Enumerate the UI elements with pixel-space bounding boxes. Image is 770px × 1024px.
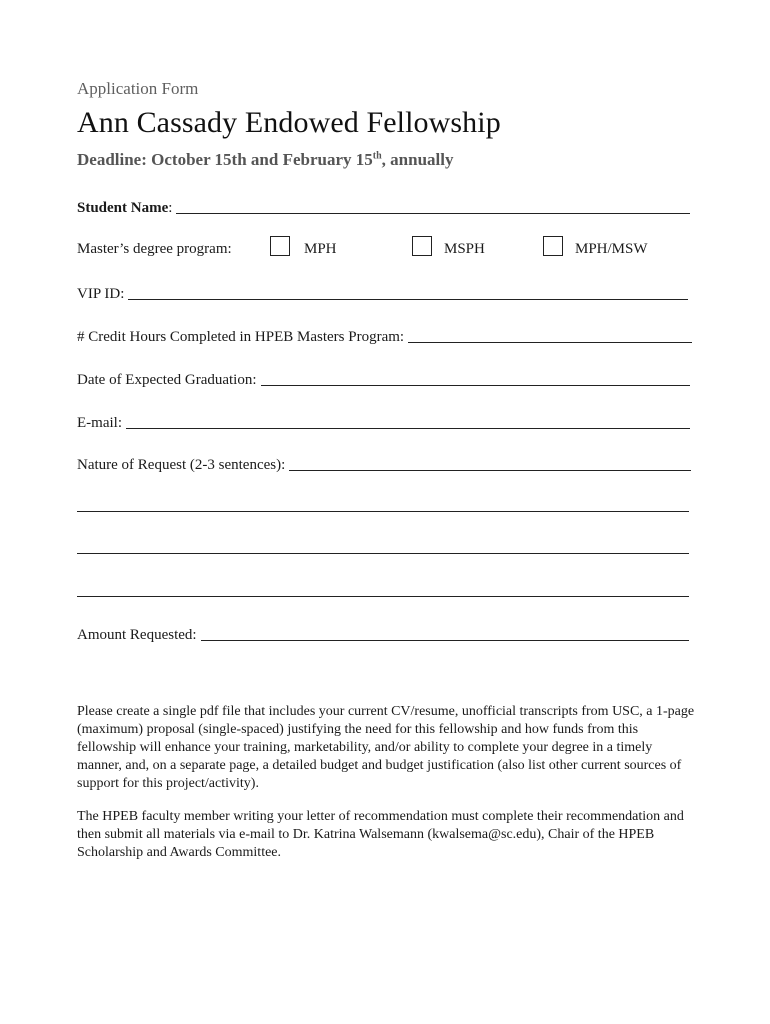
email-row xyxy=(77,410,690,432)
vip-id-label: VIP ID: xyxy=(77,286,125,302)
student-name-label xyxy=(77,200,172,217)
mph-option-label: MPH xyxy=(304,241,337,257)
amount-row xyxy=(77,622,689,644)
nature-label: Nature of Request (2-3 sentences): xyxy=(77,457,286,473)
graduation-field[interactable] xyxy=(261,384,690,386)
student-name-field[interactable] xyxy=(176,212,690,214)
form-eyebrow: Application Form xyxy=(77,79,199,98)
email-field[interactable] xyxy=(126,427,690,429)
credit-hours-field[interactable] xyxy=(408,341,692,343)
nature-line-3[interactable] xyxy=(77,553,689,554)
deadline-superscript: th xyxy=(372,150,382,162)
nature-row xyxy=(77,452,691,474)
msph-checkbox[interactable] xyxy=(412,236,432,256)
nature-field[interactable] xyxy=(289,469,691,471)
mph-msw-option-label: MPH/MSW xyxy=(575,241,648,257)
credit-hours-row xyxy=(77,324,692,346)
vip-id-field[interactable] xyxy=(128,298,688,300)
graduation-row xyxy=(77,367,690,389)
mph-msw-checkbox[interactable] xyxy=(543,236,563,256)
nature-line-4[interactable] xyxy=(77,596,689,597)
mph-checkbox[interactable] xyxy=(270,236,290,256)
instructions-paragraph-1: Please create a single pdf file that includes your current CV/resume, unofficial transcripts from USC, a 1-page (maximum) proposal (single-spaced) justifying the need for this fellowship and how funds from this fellowship will enhance your training, marketability, and/or ability to complete your degree in a timely manner, and, on a separate page, a detailed budget and budget justification (also list other current sources of support for this project/activity). xyxy=(77,704,695,791)
email-label: E-mail: xyxy=(77,415,122,431)
instructions-paragraph-2: The HPEB faculty member writing your letter of recommendation must complete their recommendation and then submit all materials via e-mail to Dr. Katrina Walsemann (kwalsema@sc.edu), Chair of the HPEB Scholarship and Awards Committee. xyxy=(77,809,684,860)
student-name-row xyxy=(77,195,690,217)
student-name-colon: : xyxy=(168,200,173,216)
credit-hours-label: # Credit Hours Completed in HPEB Masters Program: xyxy=(77,329,405,345)
degree-program-label: Master’s degree program: xyxy=(77,241,232,257)
student-name-label-bold: Student Name xyxy=(77,200,169,216)
amount-field[interactable] xyxy=(201,639,689,641)
vip-id-row xyxy=(77,281,688,303)
deadline-prefix: Deadline: October 15th and February 15 xyxy=(77,150,373,169)
deadline-suffix: , annually xyxy=(381,150,454,169)
amount-label: Amount Requested: xyxy=(77,627,197,643)
nature-line-2[interactable] xyxy=(77,511,689,512)
graduation-label: Date of Expected Graduation: xyxy=(77,372,257,388)
page-title: Ann Cassady Endowed Fellowship xyxy=(77,106,501,139)
deadline-text xyxy=(77,150,453,170)
msph-option-label: MSPH xyxy=(444,241,485,257)
